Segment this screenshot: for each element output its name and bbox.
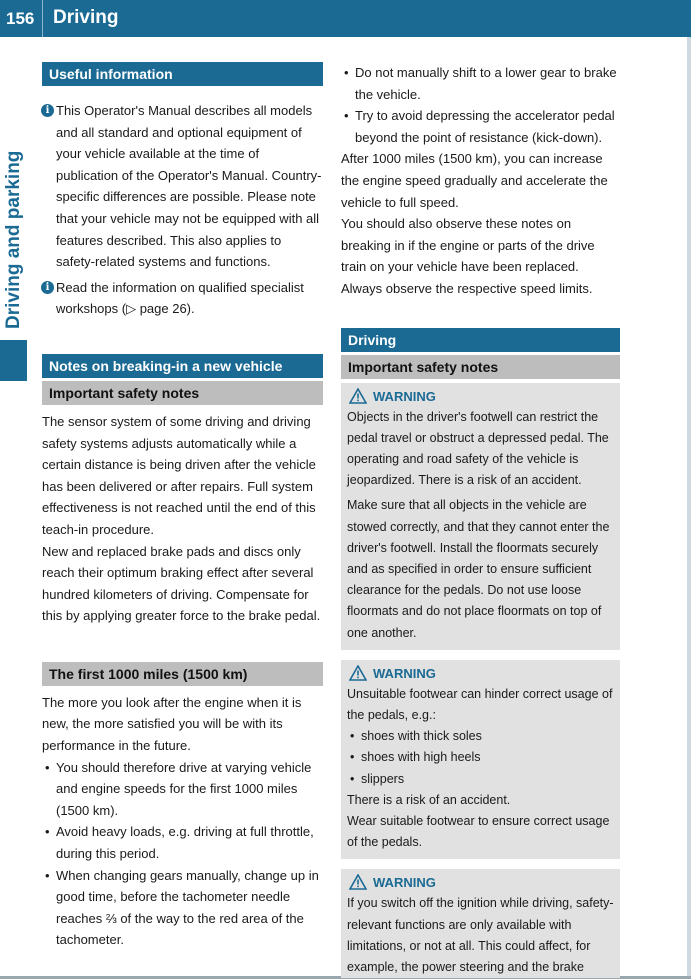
left-column (42, 62, 323, 951)
driving-tips-list (341, 62, 620, 148)
page-number: 156 (6, 9, 35, 28)
replaced-parts-paragraph: You should also observe these notes on breaking in if the engine or parts of the drive train on your vehicle have been replaced. (341, 216, 595, 275)
warning-label: WARNING (373, 665, 436, 681)
warning-box-ignition (341, 869, 620, 978)
warning-title (347, 387, 614, 407)
warning-text: Make sure that all objects in the vehicle are stowed correctly, and that they cannot enter the driver's footwell. Install the floormats securely and as specified in order to ensure sufficient clearance for the pedals. Do not use loose floormats and do not place floormats on top of one another. (347, 498, 610, 640)
info-note-manual-text: This Operator's Manual describes all models and all standard and optional equipment of your vehicle available at the time of publication of the Operator's Manual. Country-specific differences are possible. Please note that your vehicle may not be equipped with all features described. This also applies to safety-related systems and functions. (56, 103, 322, 270)
warning-text: If you switch off the ignition while driving, safety-relevant functions are only available with limitations, or not at all. This could affect, for example, the power steering and the brake (347, 896, 614, 974)
info-note-manual (42, 100, 323, 273)
breaking-in-list (42, 757, 323, 951)
list-item: • Try to avoid depressing the accelerator pedal beyond the point of resistance (kick-down). (341, 105, 620, 148)
info-note-workshops (42, 277, 323, 320)
info-note-workshops-text: Read the information on qualified specialist workshops (▷ page 26). (56, 279, 304, 317)
right-column (341, 62, 620, 978)
warning-text: Objects in the driver's footwell can restrict the pedal travel or obstruct a depressed pedal. The operating and road safety of the vehicle is jeopardized. There is a risk of an accident. (347, 409, 609, 488)
brake-pads-paragraph: New and replaced brake pads and discs only reach their optimum braking effect after several hundred kilometers of driving. Compensate for this by applying greater force to the brake pedal. (42, 543, 321, 624)
warning-text: Wear suitable footwear to ensure correct usage of the pedals. (347, 813, 610, 850)
breaking-in-heading: Notes on breaking-in a new vehicle (42, 354, 323, 378)
warning-text: Unsuitable footwear can hinder correct usage of the pedals, e.g.: (347, 686, 613, 722)
warning-label: WARNING (373, 875, 436, 891)
list-item: • Avoid heavy loads, e.g. driving at full throttle, during this period. (42, 821, 323, 864)
list-item: • You should therefore drive at varying vehicle and engine speeds for the first 1000 miles (1500 km). (42, 757, 323, 822)
list-item: • shoes with thick soles (347, 726, 614, 747)
sensor-paragraph: The sensor system of some driving and driving safety systems adjusts automatically while a certain distance is being driven after the vehicle has been delivered or after repairs. Full system effectiveness is not reached until the end of this teach-in procedure. (42, 413, 316, 537)
first-miles-heading: The first 1000 miles (1500 km) (42, 662, 323, 686)
right-edge-bar (687, 37, 691, 977)
header-divider (42, 0, 43, 37)
warning-box-footwell (341, 383, 620, 650)
warning-title (347, 873, 614, 893)
list-item: • slippers (347, 769, 614, 790)
warning-text: There is a risk of an accident. (347, 792, 511, 807)
warning-box-footwear (341, 660, 620, 860)
info-icon: i (41, 104, 54, 117)
footwear-list (347, 726, 614, 790)
page-header (0, 0, 691, 37)
safety-notes-heading: Important safety notes (42, 381, 323, 405)
warning-triangle-icon (349, 388, 367, 404)
warning-label: WARNING (373, 388, 436, 404)
speed-limits-paragraph: Always observe the respective speed limits. (341, 280, 593, 296)
warning-triangle-icon (349, 874, 367, 890)
engine-care-paragraph: The more you look after the engine when it is new, the more satisfied you will be with its performance in the future. (42, 694, 302, 754)
side-tab-marker (0, 340, 27, 381)
list-item: • Do not manually shift to a lower gear to brake the vehicle. (341, 62, 620, 105)
full-speed-paragraph: After 1000 miles (1500 km), you can increase the engine speed gradually and accelerate the vehicle to full speed. (341, 151, 608, 210)
useful-information-heading: Useful information (42, 62, 323, 86)
driving-heading: Driving (341, 328, 620, 352)
list-item: • When changing gears manually, change up in good time, before the tachometer needle reaches ⅔ of the way to the red area of the tachometer. (42, 865, 323, 951)
side-section-label: Driving and parking (3, 150, 24, 329)
warning-triangle-icon (349, 665, 367, 681)
info-icon: i (41, 281, 54, 294)
list-item: • shoes with high heels (347, 747, 614, 768)
page-title: Driving (53, 7, 119, 28)
driving-safety-notes-heading: Important safety notes (341, 355, 620, 379)
warning-title (347, 664, 614, 684)
